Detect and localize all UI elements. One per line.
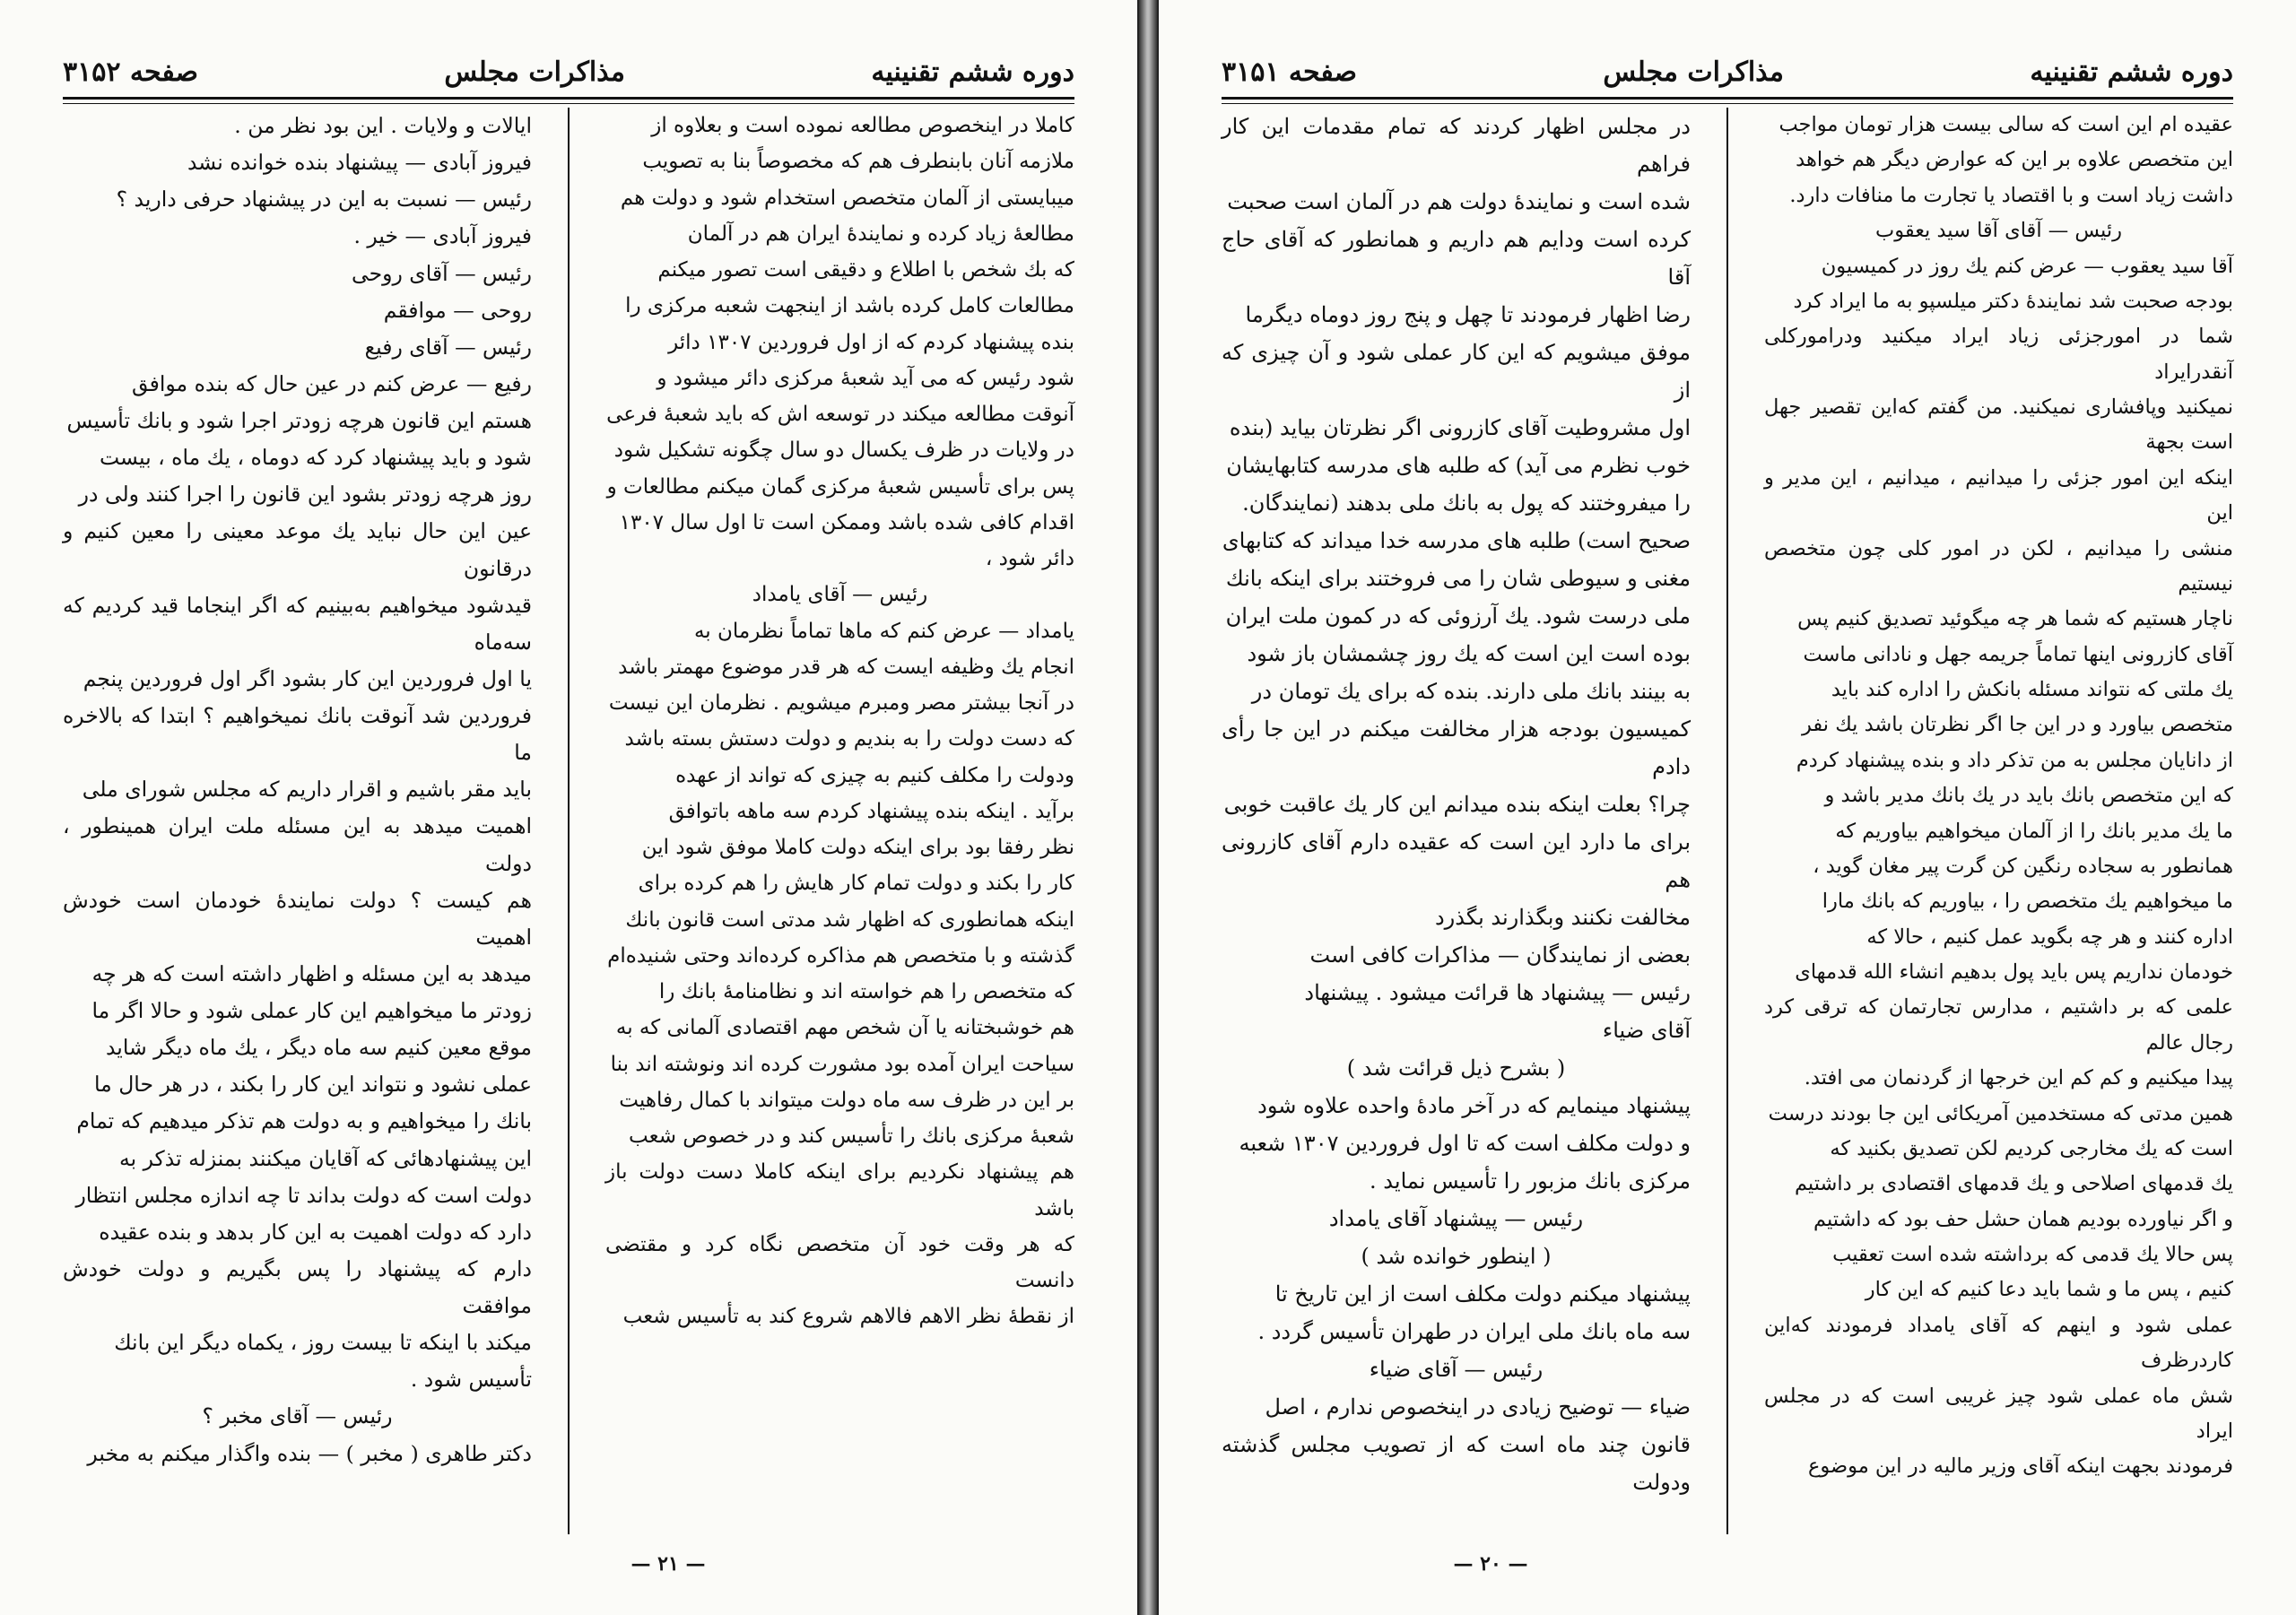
- paragraph: یامداد — عرض کنم که ماها تماماً نظرمان به انجام یك وظیفه ایست که هر قدر موضوع مهمتر باشد در آنجا بیشتر مصر ومبرم میشویم . نظرمان این نیست که دست دولت را به بندیم و دولت دستش بسته باشد ودولت را مکلف کنیم به چیزی که تواند از عهده برآید . اینکه بنده پیشنهاد کردم سه ماهه باتوافق نظر رفقا بود برای اینکه دولت کاملا موفق شود این کار را بکند و دولت تمام کار هایش را هم کرده برای اینکه همانطوری که اظهار شد مدتی است قانون بانك گذشته و با متخصص هم مذاکره کرده‌اند وحتی شنیده‌ام که متخصص را هم خواسته اند و نظامنامهٔ بانك را هم خوشبختانه یا آن شخص مهم اقتصادی آلمانی که به سیاحت ایران آمده بود مشورت کرده اند ونوشته اند بنا بر این در ظرف سه ماه دولت میتواند با کمال رفاهیت شعبهٔ مرکزی بانك را تأسیس کند و در خصوص شعب هم پیشنهاد نکردیم برای اینکه کاملا دست دولت باز باشد که هر وقت خود آن متخصص نگاه کرد و مقتضی دانست از نقطهٔ نظر الاهم فالاهم شروع کند به تأسیس شعب: [605, 619, 1074, 1329]
- speaker-line: روحی — موافقم: [383, 297, 532, 323]
- speaker-line: رئیس — آقای روحی: [352, 260, 532, 286]
- left-page-column-right: [605, 108, 1074, 1534]
- speaker-line: رئیس — پیشنهاد آقای یامداد: [1328, 1206, 1584, 1231]
- left-page-columns: [63, 108, 1074, 1534]
- right-page-column-left: [1222, 108, 1691, 1534]
- right-page-header: [1222, 54, 2233, 90]
- right-header-rule: [1222, 97, 2233, 104]
- proposal-text: پیشنهاد میکنم دولت مکلف است از این تاریخ تا سه ماه بانك ملی ایران در طهران تأسیس گردد .: [1257, 1281, 1691, 1344]
- proposal-text: پیشنهاد مینمایم که در آخر مادهٔ واحده علاوه شود و دولت مکلف است که تا اول فروردین ۱۳۰۷ شعبه مرکزی بانك مزبور را تأسیس نماید .: [1239, 1093, 1691, 1194]
- left-page-header: [63, 54, 1074, 90]
- speaker-line: رئیس — نسبت به این در پیشنهاد حرفی دارید ؟: [116, 187, 532, 213]
- left-page-footer-number: — ۲۱ —: [631, 1552, 706, 1576]
- column-divider: [568, 108, 570, 1534]
- speaker-line: رئیس — آقای ضیاء: [1369, 1357, 1544, 1382]
- right-page-column-right: [1764, 108, 2233, 1534]
- left-page: [0, 0, 1139, 1615]
- left-session-label: دوره ششم تقنینیه: [871, 56, 1074, 88]
- left-page-number: صفحه ۳۱۵۲: [63, 56, 199, 88]
- reading-note: ( اینطور خوانده شد ): [1361, 1244, 1552, 1269]
- book-gutter: [1139, 0, 1157, 1615]
- paragraph: کاملا در اینخصوص مطالعه نموده است و بعلاوه از ملازمه آنان بابنطرف هم که مخصوصاً بنا به تصویب میبایستی از آلمان متخصص استخدام شود و دولت هم مطالعهٔ زیاد کرده و نمایندهٔ ایران هم در آلمان که بك شخص با اطلاع و دقیقی است تصور میکنم مطالعات کامل کرده باشد از اینجهت شعبه مرکزی را بنده پیشنهاد کردم که از اول فروردین ۱۳۰۷ دائر شود رئیس که می آید شعبهٔ مرکزی دائر میشود و آنوقت مطالعه میکند در توسعه اش که باید شعبهٔ فرعی در ولایات در ظرف یکسال دو سال چگونه تشکیل شود پس برای تأسیس شعبهٔ مرکزی گمان میکنم مطالعات و اقدام کافی شده باشد وممکن است تا اول سال ۱۳۰۷ دائر شود ،: [606, 114, 1074, 570]
- paragraph: ایالات و ولایات . این بود نظر من .: [234, 113, 532, 138]
- right-page-number: صفحه ۳۱۵۱: [1222, 56, 1358, 88]
- speaker-line: رئیس — آقای مخبر ؟: [202, 1403, 393, 1429]
- left-page-title: مذاکرات مجلس: [444, 56, 625, 88]
- speaker-line: رئیس — آقای آقا سید یعقوب: [1875, 219, 2122, 243]
- paragraph: ضیاء — توضیح زیادی در اینخصوص ندارم ، اصل قانون چند ماه است که از تصویب مجلس گذشته ودولت: [1222, 1394, 1691, 1495]
- paragraph: رئیس — پیشنهاد ها قرائت میشود . پیشنهاد آقای ضیاء: [1304, 980, 1691, 1043]
- speaker-line: رئیس — آقای یامداد: [752, 583, 928, 607]
- paragraph: رفیع — عرض کنم در عین حال که بنده موافق هستم این قانون هرچه زودتر اجرا شود و بانك تأسیس شود و باید پیشنهاد کرد که دوماه ، یك ماه ، بیست روز هرچه زودتر بشود این قانون را اجرا کنند ولی در عین این حال نباید یك موعد معینی را معین کنیم و درقانون قیدشود میخواهیم به‌بینیم که اگر اینجاما قید کردیم که سه‌ماه یا اول فروردین این کار بشود اگر اول فروردین پنجم فروردین شد آنوقت بانك نمیخواهیم ؟ ابتدا که بالاخره ما باید مقر باشیم و اقرار داریم که مجلس شورای ملی اهمیت میدهد به این مسئله ملت ایران همینطور ، دولت هم کیست ؟ دولت نمایندهٔ خودمان است خودش اهمیت میدهد به این مسئله و اظهار داشته است که هر چه زودتر ما میخواهیم این کار عملی شود و حالا اگر ما موقع معین کنیم سه ماه دیگر ، یك ماه دیگر شاید عملی نشود و نتواند این کار را بکند ، در هر حال ما بانك را میخواهیم و به دولت هم تذکر میدهیم که تمام این پیشنهادهائی که آقایان میکنند بمنزله تذکر به دولت است که دولت بداند تا چه اندازه مجلس انتظار دارد که دولت اهمیت به این کار بدهد و بنده عقیده دارم که پیشنهاد را پس بگیریم و دولت خودش موافقت میکند با اینکه تا بیست روز ، یکماه دیگر این بانك تأسیس شود .: [63, 370, 532, 1393]
- speaker-line: دکتر طاهری ( مخبر ) — بنده واگذار میکنم به مخبر: [87, 1440, 532, 1466]
- speaker-line: بعضی از نمایندگان — مذاکرات کافی است: [1309, 942, 1691, 968]
- speaker-line: رئیس — آقای رفیع: [364, 334, 532, 360]
- reading-note: ( بشرح ذیل قرائت شد ): [1346, 1055, 1566, 1081]
- left-header-rule: [63, 97, 1074, 104]
- right-page: [1157, 0, 2296, 1615]
- speaker-line: فیروز آبادی — پیشنهاد بنده خوانده نشد: [187, 150, 532, 176]
- paragraph: آقا سید یعقوب — عرض کنم یك روز در کمیسیون بودجه صحبت شد نمایندهٔ دکتر میلسپو به ما ایراد کرد شما در امورجزئی زیاد ایراد میکنید ودرامورکلی آنقدرایراد نمیکنید وپافشاری نمیکنید. من گفتم که‌این تقصیر جهل است بجهة اینکه این امور جزئی را میدانیم ، میدانیم ، این مدیر و این منشی را میدانیم ، لکن در امور کلی چون متخصص نیستیم ناچار هستیم که شما هر چه میگوئید تصدیق کنیم پس آقای کازرونی اینها تماماً جریمه جهل و نادانی ماست یك ملتی که نتواند مسئله بانکش را اداره کند باید متخصص بیاورد و در این جا اگر نظرتان باشد یك نفر از دانایان مجلس به من تذکر داد و بنده پیشنهاد کردم که این متخصص بانك باید در یك بانك مدیر باشد و ما یك مدیر بانك را از آلمان میخواهیم بیاوریم که همانطور به سجاده رنگین کن گرت پیر مغان گوید ، ما میخواهیم یك متخصص را ، بیاوریم که بانك مارا اداره کنند و هر چه بگوید عمل کنیم ، حالا که خودمان نداریم پس باید پول بدهیم انشاء الله قدمهای علمی که بر داشتیم ، مدارس تجارتمان که ترقی کرد رجال عالم پیدا میکنیم و کم کم این خرجها از گردنمان می افتد. همین مدتی که مستخدمین آمریکائی این جا بودند درست است که یك مخارجی کردیم لکن تصدیق بکنید که یك قدمهای اصلاحی و یك قدمهای اقتصادی بر داشتیم و اگر نیاورده بودیم همان حشل حف بود که داشتیم پس حالا یك قدمی که برداشته شده است تعقیب کنیم ، پس ما و شما باید دعا کنیم که این کار عملی شود و اینهم که آقای یامداد فرمودند که‌این کاردرظرف شش ماه عملی شود چیز غریبی است که در مجلس ایراد فرمودند بجهت اینکه آقای وزیر مالیه در این موضوع: [1764, 254, 2233, 1479]
- right-page-footer-number: — ۲۰ —: [1453, 1552, 1528, 1576]
- speaker-line: فیروز آبادی — خیر .: [353, 223, 532, 249]
- left-page-column-left: [63, 108, 532, 1534]
- right-page-columns: [1222, 108, 2233, 1534]
- column-divider: [1726, 108, 1728, 1534]
- right-page-title: مذاکرات مجلس: [1603, 56, 1784, 88]
- paragraph: عقیده ام این است که سالی بیست هزار تومان مواجب این متخصص علاوه بر این که عوارض دیگر هم خواهد داشت زیاد است و با اقتصاد یا تجارت ما منافات دارد.: [1779, 113, 2233, 207]
- right-session-label: دوره ششم تقنینیه: [2030, 56, 2233, 88]
- paragraph: در مجلس اظهار کردند که تمام مقدمات این کار فراهم شده است و نمایندهٔ دولت هم در آلمان است صحبت کرده است ودایم هم داریم و همانطور که آقای حاج آقا رضا اظهار فرمودند تا چهل و پنج روز دوماه دیگرما موفق میشویم که این کار عملی شود و آن چیزی که از اول مشروطیت آقای کازرونی اگر نظرتان بیاید (بنده خوب نظرم می آید) که طلبه های مدرسه کتابهایشان را میفروختند که پول به بانك ملی بدهند (نمایندگان. صحیح است) طلبه های مدرسه خدا میداند که کتابهای مغنی و سیوطی شان را می فروختند برای اینکه بانك ملی درست شود. یك آرزوئی که در کمون ملت ایران بوده است این است که یك روز چشمشان باز شود به بینند بانك ملی دارند. بنده که برای یك تومان در کمیسیون بودجه هزار مخالفت میکنم در این جا رأی دادم چرا؟ بعلت اینکه بنده میدانم این کار یك عاقبت خوبی برای ما دارد این است که عقیده دارم آقای کازرونی هم مخالفت نکنند وبگذارند بگذرد: [1222, 114, 1692, 930]
